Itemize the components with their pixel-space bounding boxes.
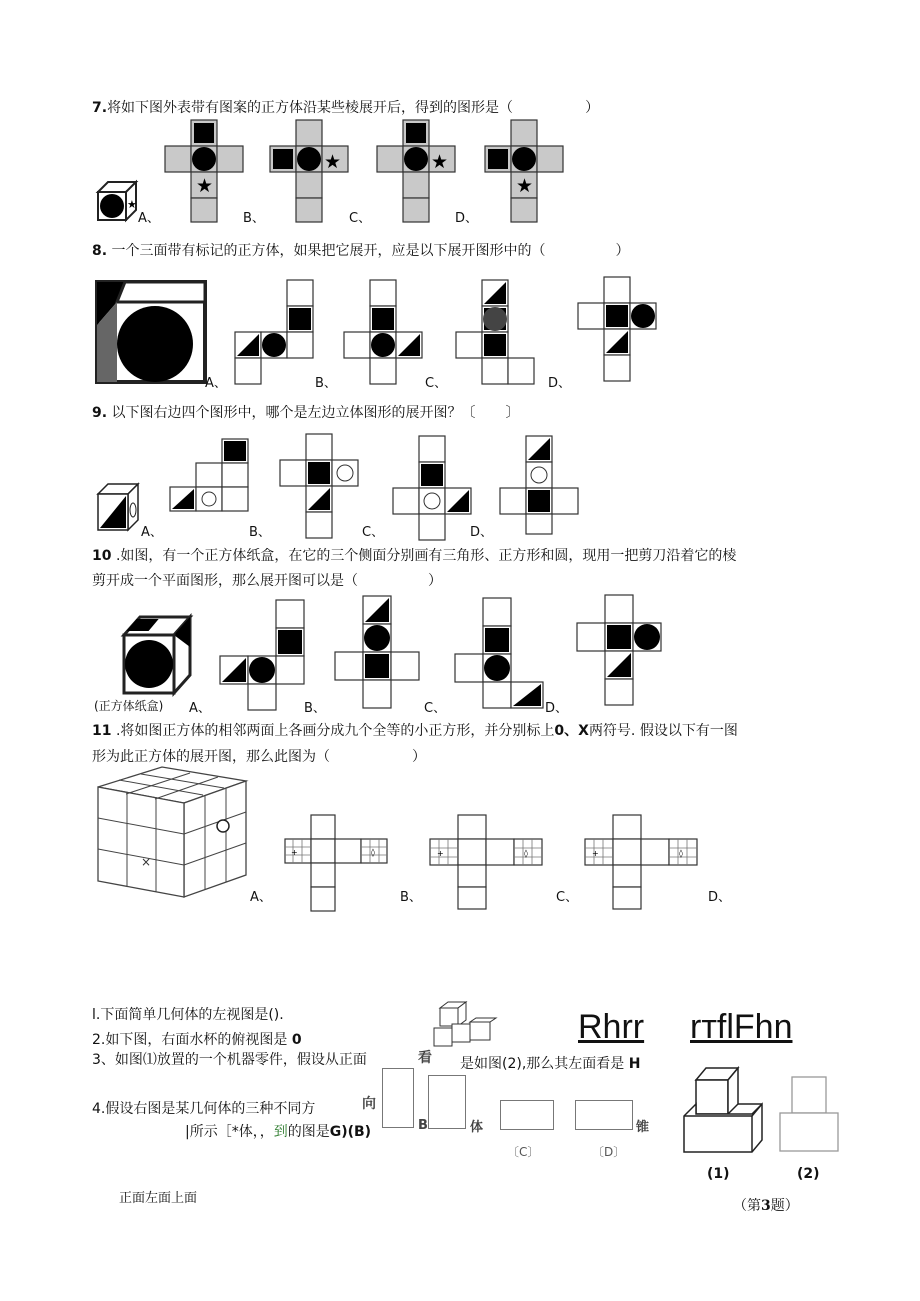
q9-net-d [500,434,590,542]
q11-cube-figure [96,765,256,900]
lower-line-3b-mark: H [628,1056,641,1072]
q11-option-d[interactable]: D、 [708,890,732,905]
q7-number: 7. [92,100,108,116]
q7-net-d [485,118,565,222]
lower-block-figure [430,1000,500,1055]
svg-text:+: + [291,848,298,857]
lower-line-2-text: 2.如下图，右面水杯的俯视图是 [92,1032,288,1048]
svg-text:◊: ◊ [679,849,683,858]
q8-option-c[interactable]: C、 [425,376,448,391]
q10-text-2: 剪开成一个平面图形，那么展开图可以是（ [92,573,358,589]
lower-line-1: l.下面简单几何体的左视图是(). [92,1007,284,1023]
figure-1-label: (1) [707,1166,730,1182]
q8-net-a [235,278,315,388]
q11-stem-line2 [92,746,426,766]
lower-option-a-box [382,1068,414,1128]
garbled-heading-a: Rhrr [578,1008,645,1046]
q11-close: ） [412,749,426,765]
svg-text:+: + [437,849,444,858]
q10-stem-line2 [92,570,442,590]
q10-option-b[interactable]: B、 [304,701,326,716]
q7-net-b [270,118,350,222]
q11-stem-line1 [92,720,738,740]
views-label: 正面左面上面 [119,1191,198,1206]
lower-line-5 [185,1121,371,1141]
lower-line-3: 3、如图⑴放置的一个机器零件，假设从正面 [92,1052,367,1068]
q10-caption: (正方体纸盒) [94,699,164,713]
lower-line-2-mark: 0 [291,1032,302,1048]
q7-net-a [165,118,245,222]
q10-option-d[interactable]: D、 [545,701,569,716]
figure-caption-number: 3 [761,1198,771,1214]
lower-line-4: 4.假设右图是某几何体的三种不同方 [92,1101,316,1117]
svg-text:★: ★ [196,175,214,197]
q10-number: 10 [92,548,112,564]
q8-option-d[interactable]: D、 [548,376,572,391]
q11-option-c[interactable]: C、 [556,890,579,905]
q10-text-1: .如图，有一个正方体纸盒，在它的三个侧面分别画有三角形、正方形和圆，现用一把剪刀沿着它的棱 [115,548,737,564]
q7-close: ） [585,100,600,116]
svg-text:★: ★ [431,151,449,173]
q9-stem [92,402,520,422]
lower-option-d[interactable]: 〔D〕 [592,1145,626,1159]
q9-number: 9. [92,405,108,421]
q10-stem-line1 [92,545,736,565]
lower-line-5c: 的图是 [287,1124,330,1140]
lower-option-c[interactable]: 〔C〕 [507,1145,540,1159]
q11-text-1: .将如图正方体的相邻两面上各画分成九个全等的小正方形，并分别标上 [115,723,555,739]
lower-ghost-2: 向 [362,1096,376,1112]
svg-text:+: + [592,849,599,858]
svg-text:★: ★ [324,151,342,173]
q9-close: 〕 [505,405,520,421]
svg-text:◊: ◊ [524,849,528,858]
q10-option-a[interactable]: A、 [189,701,211,716]
q10-close: ） [428,573,442,589]
q8-stem [92,240,630,260]
machine-part-figure-1 [682,1064,764,1159]
q8-number: 8. [92,243,108,259]
svg-text:★: ★ [127,198,137,211]
lower-option-c-box [500,1100,554,1130]
lower-line-3b-text: 是如图(2),那么其左面看是 [460,1056,625,1072]
q7-text: 将如下图外表带有图案的正方体沿某些棱展开后，得到的图形是（ [107,100,514,116]
lower-line-2 [92,1029,302,1049]
q7-stem [92,97,599,117]
q10-net-a [220,598,310,710]
lower-ghost-1: 看 [418,1050,432,1066]
q11-net-c [585,813,710,913]
q11-net-a [285,813,395,913]
q9-net-a [170,437,260,517]
q7-option-a[interactable]: A、 [138,211,160,226]
garbled-heading-b: rтflFhn [690,1008,793,1046]
figure-caption [733,1195,799,1215]
lower-line-5b: 到 [273,1124,288,1140]
lower-option-b-box [428,1075,466,1129]
lower-line-5a: |所示［*体，， [185,1124,274,1140]
q11-option-a[interactable]: A、 [250,890,272,905]
q11-net-b [430,813,555,913]
lower-ghost-4: 体 [470,1120,484,1135]
lower-line-3b [460,1053,640,1073]
q11-text-1b: 两符号. 假设以下有一图 [588,723,738,739]
lower-option-d-box [575,1100,633,1130]
q10-cube-figure [120,615,195,695]
q8-net-d [578,275,668,385]
q11-option-b[interactable]: B、 [400,890,422,905]
q10-net-d [577,593,672,708]
q9-text: 以下图右边四个图形中，哪个是左边立体图形的展开图？〔 [111,405,476,421]
q11-symbols: 0、X [554,723,589,739]
machine-part-figure-2 [778,1075,840,1155]
q8-close: ） [615,243,630,259]
svg-text:◊: ◊ [371,848,375,857]
q8-option-a[interactable]: A、 [205,376,227,391]
q7-option-b[interactable]: B、 [243,211,265,226]
q10-option-c[interactable]: C、 [424,701,447,716]
q9-cube-figure [96,482,141,532]
q9-option-a[interactable]: A、 [141,525,163,540]
q7-option-d[interactable]: D、 [455,211,479,226]
q8-net-c [456,278,546,388]
q9-net-b [278,432,368,540]
q8-net-b [344,278,434,388]
q9-option-b[interactable]: B、 [249,525,271,540]
lower-line-5d: G)(B) [329,1124,372,1140]
q9-option-d[interactable]: D、 [470,525,494,540]
svg-text:★: ★ [516,175,534,197]
figure-2-label: (2) [797,1166,820,1182]
q7-net-c [377,118,457,222]
q8-cube-figure [95,280,207,385]
q10-net-c [455,596,555,711]
figure-caption-prefix: （第 [733,1198,761,1214]
q10-net-b [335,594,430,709]
q9-option-c[interactable]: C、 [362,525,385,540]
lower-ghost-3: B [418,1118,428,1133]
q7-cube-figure [96,180,141,225]
q7-option-c[interactable]: C、 [349,211,372,226]
lower-ghost-5: 锥 [636,1120,650,1135]
svg-text:×: × [141,855,152,869]
q8-option-b[interactable]: B、 [315,376,337,391]
q11-text-2: 形为此正方体的展开图，那么此图为（ [92,749,330,765]
figure-caption-suffix: 题） [770,1198,799,1214]
q8-text: 一个三面带有标记的正方体，如果把它展开，应是以下展开图形中的（ [111,243,546,259]
q11-number: 11 [92,723,112,739]
